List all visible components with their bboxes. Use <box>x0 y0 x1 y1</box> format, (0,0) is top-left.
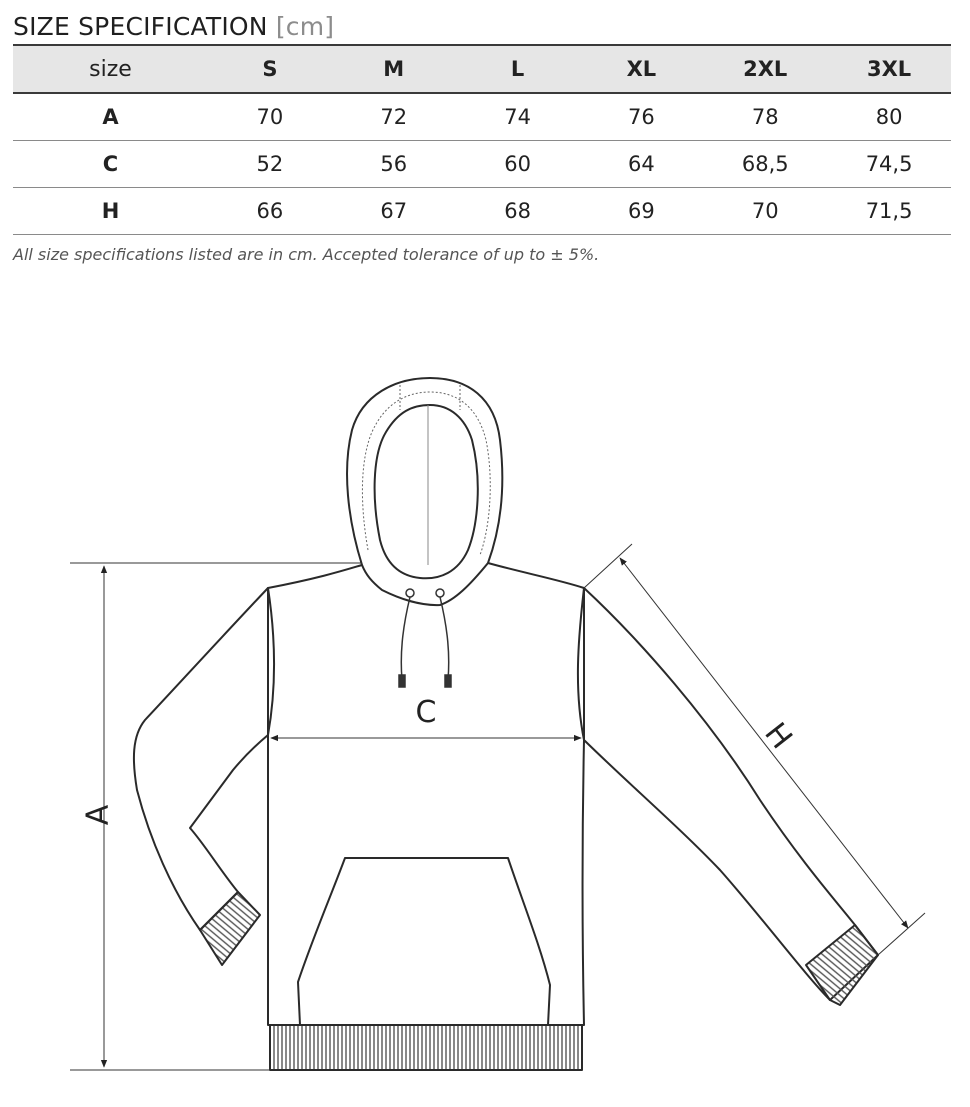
table-cell: 60 <box>456 141 580 188</box>
column-header-2xl: 2XL <box>703 45 827 93</box>
table-cell: 56 <box>332 141 456 188</box>
column-header-s: S <box>208 45 332 93</box>
table-cell: 78 <box>703 93 827 141</box>
column-header-3xl: 3XL <box>827 45 951 93</box>
table-cell: 68,5 <box>703 141 827 188</box>
right-sleeve <box>584 588 878 1000</box>
table-cell: 66 <box>208 188 332 235</box>
measure-a-label: A <box>80 804 116 826</box>
table-cell: 72 <box>332 93 456 141</box>
hem-rib <box>270 1025 582 1070</box>
measure-h-label: H <box>757 716 799 756</box>
column-header-size: size <box>13 45 208 93</box>
row-label: C <box>13 141 208 188</box>
left-sleeve <box>134 588 268 930</box>
table-cell: 70 <box>208 93 332 141</box>
table-cell: 68 <box>456 188 580 235</box>
measure-c-label: C <box>415 695 437 730</box>
table-cell: 74,5 <box>827 141 951 188</box>
column-header-m: M <box>332 45 456 93</box>
grommet-left <box>406 589 414 597</box>
row-label: H <box>13 188 208 235</box>
table-cell: 76 <box>579 93 703 141</box>
title-unit: [cm] <box>275 12 335 41</box>
h-extension-top <box>584 544 632 588</box>
table-cell: 71,5 <box>827 188 951 235</box>
title-text: SIZE SPECIFICATION <box>13 12 268 41</box>
table-cell: 80 <box>827 93 951 141</box>
grommet-right <box>436 589 444 597</box>
table-cell: 52 <box>208 141 332 188</box>
hoodie-outline <box>134 378 878 1070</box>
table-cell: 74 <box>456 93 580 141</box>
table-cell: 64 <box>579 141 703 188</box>
table-cell: 70 <box>703 188 827 235</box>
table-cell: 67 <box>332 188 456 235</box>
row-label: A <box>13 93 208 141</box>
column-header-xl: XL <box>579 45 703 93</box>
tolerance-note: All size specifications listed are in cm. Accepted tolerance of up to ± 5%. <box>13 245 600 264</box>
table-cell: 69 <box>579 188 703 235</box>
kangaroo-pocket <box>298 858 550 1025</box>
column-header-l: L <box>456 45 580 93</box>
hood-face-opening <box>375 405 478 578</box>
